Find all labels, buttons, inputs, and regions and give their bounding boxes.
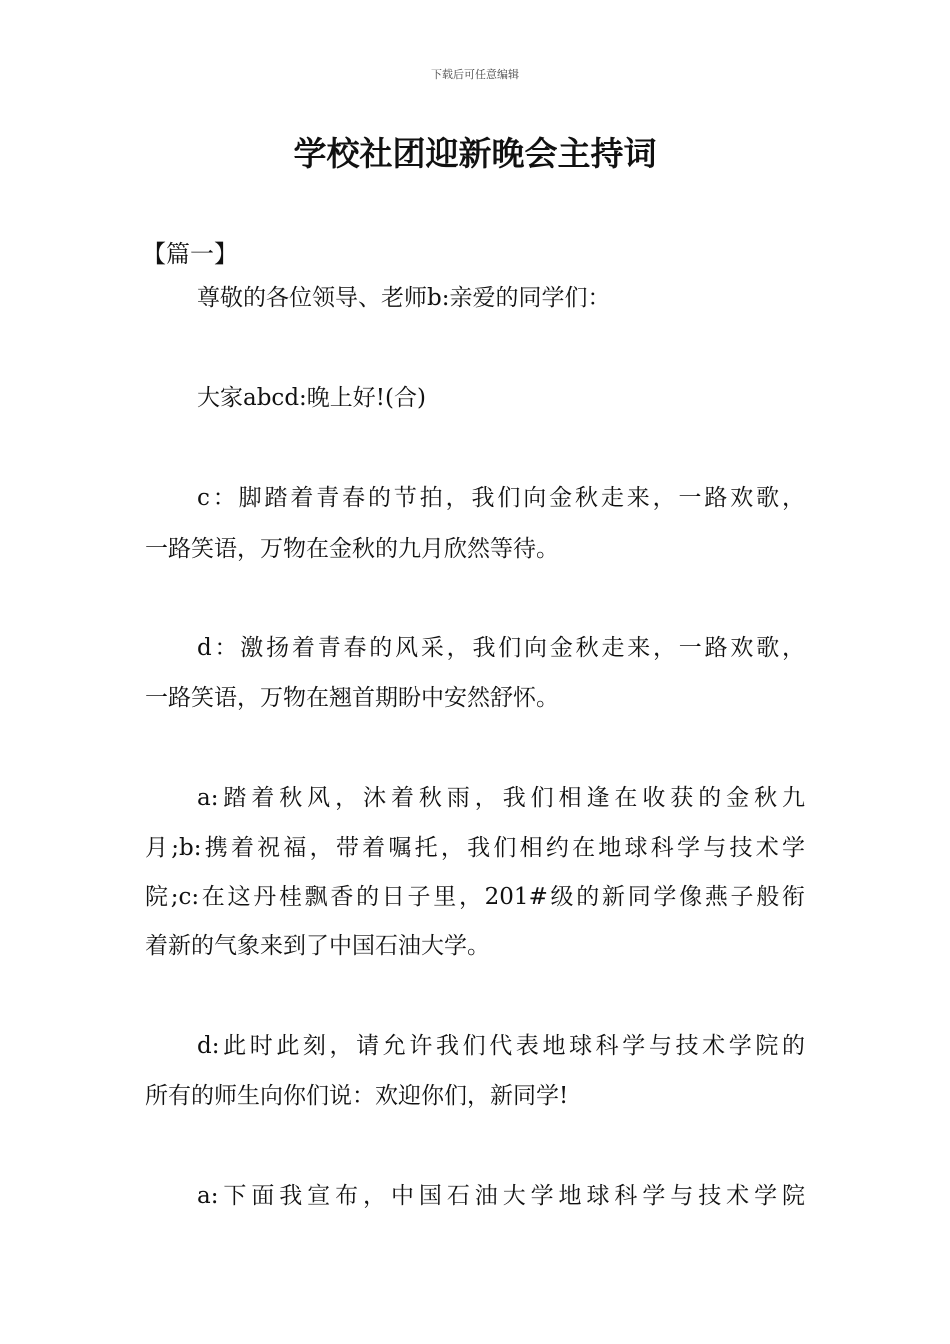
section-heading: 【篇一】 [142,240,238,268]
paragraph-line: 院;c:在这丹桂飘香的日子里，201#级的新同学像燕子般衔 [145,884,805,910]
paragraph-line: 大家abcd:晚上好!(合) [197,385,426,411]
paragraph-line: 尊敬的各位领导、老师b:亲爱的同学们： [197,285,611,311]
paragraph-line: 一路笑语，万物在翘首期盼中安然舒怀。 [145,685,559,711]
paragraph-line: 所有的师生向你们说：欢迎你们，新同学! [145,1083,569,1109]
page-header: 下载后可任意编辑 [431,68,519,81]
paragraph-line: 着新的气象来到了中国石油大学。 [145,933,490,959]
paragraph-line: a:踏着秋风，沐着秋雨，我们相逢在收获的金秋九 [197,785,805,811]
paragraph-line: 月;b:携着祝福，带着嘱托，我们相约在地球科学与技术学 [145,835,805,861]
paragraph-line: c：脚踏着青春的节拍，我们向金秋走来，一路欢歌， [197,485,805,511]
paragraph-line: 一路笑语，万物在金秋的九月欣然等待。 [145,536,559,562]
paragraph-line: d:此时此刻，请允许我们代表地球科学与技术学院的 [197,1033,805,1059]
paragraph-line: a:下面我宣布，中国石油大学地球科学与技术学院 [197,1183,805,1209]
paragraph-line: d：激扬着青春的风采，我们向金秋走来，一路欢歌， [197,635,805,661]
document-title: 学校社团迎新晚会主持词 [293,134,657,173]
